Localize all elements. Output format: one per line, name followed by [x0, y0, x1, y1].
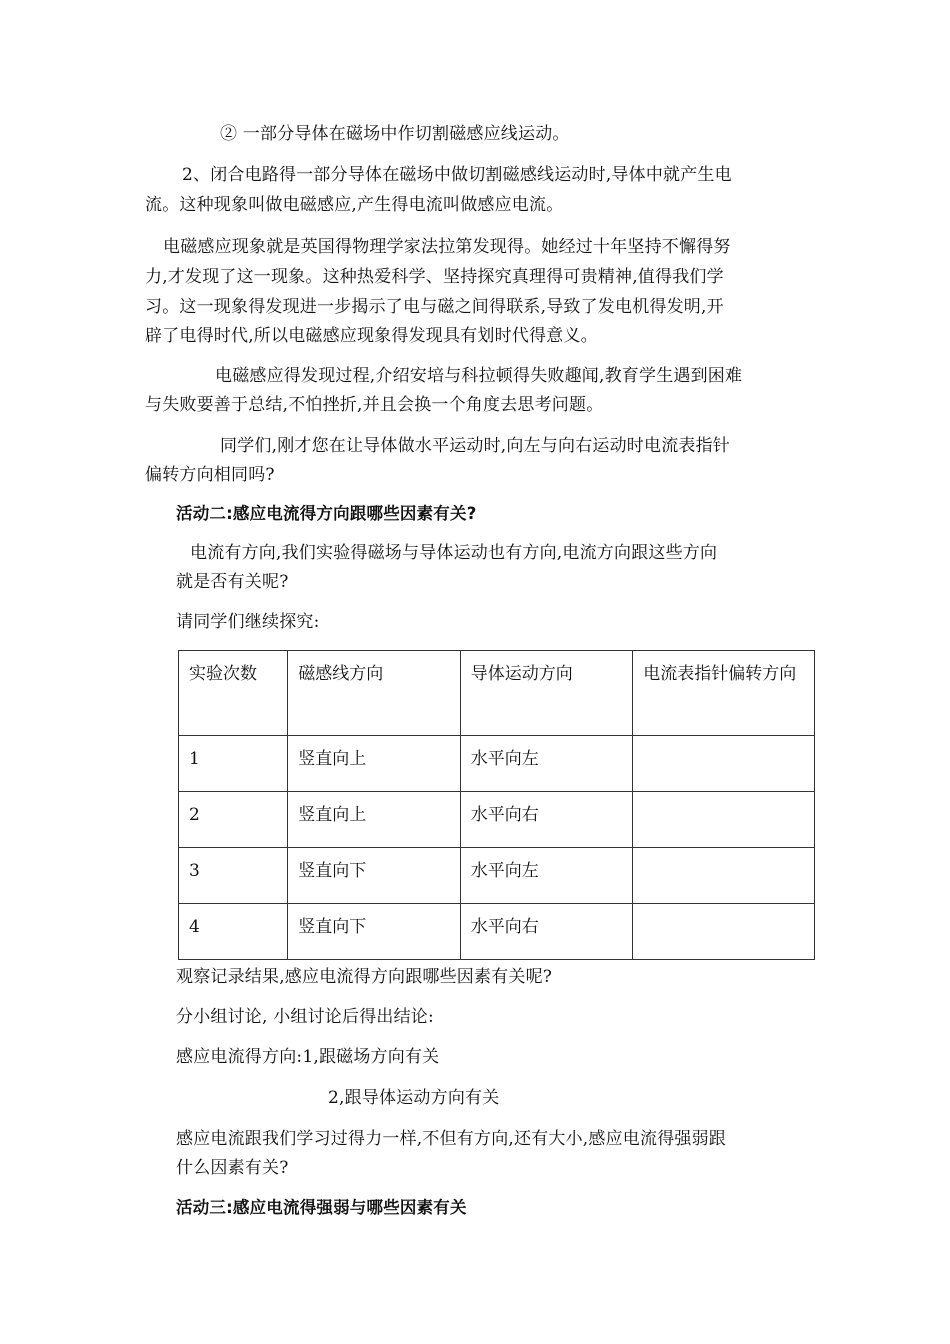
paragraph-history-line2: 与失败要善于总结,不怕挫折,并且会换一个角度去思考问题。 — [145, 395, 604, 415]
table-header-cell: 磁感线方向 — [288, 651, 461, 736]
table-row — [179, 904, 815, 960]
table-row — [179, 848, 815, 904]
paragraph-history-line1: 电磁感应得发现过程,介绍安培与科拉顿得失败趣闻,教育学生遇到困难 — [215, 366, 743, 386]
paragraph-instruction: 请同学们继续探究: — [176, 612, 320, 632]
heading-activity-3: 活动三:感应电流得强弱与哪些因素有关 — [176, 1198, 467, 1217]
table-cell: 竖直向下 — [288, 848, 461, 904]
paragraph-observe: 观察记录结果,感应电流得方向跟哪些因素有关呢? — [176, 967, 553, 987]
table-cell: 2 — [179, 792, 288, 848]
paragraph-direction-line2: 就是否有关呢? — [176, 572, 289, 592]
table-cell: 3 — [179, 848, 288, 904]
paragraph-faraday-line4: 辟了电得时代,所以电磁感应现象得发现具有划时代得意义。 — [145, 326, 598, 346]
paragraph-faraday-line3: 习。这一现象得发现进一步揭示了电与磁之间得联系,导致了发电机得发明,开 — [145, 297, 724, 317]
table-header-cell: 导体运动方向 — [460, 651, 633, 736]
heading-activity-2: 活动二:感应电流得方向跟哪些因素有关? — [176, 504, 477, 523]
table-cell: 水平向右 — [460, 792, 633, 848]
table-cell: 竖直向上 — [288, 792, 461, 848]
paragraph-condition-2: ② 一部分导体在磁场中作切割磁感应线运动。 — [220, 124, 570, 144]
paragraph-discuss: 分小组讨论, 小组讨论后得出结论: — [176, 1007, 434, 1027]
paragraph-definition-line2: 流。这种现象叫做电磁感应,产生得电流叫做感应电流。 — [145, 195, 564, 215]
paragraph-faraday-line2: 力,才发现了这一现象。这种热爱科学、坚持探究真理得可贵精神,值得我们学 — [145, 267, 724, 287]
paragraph-conclusion-2: 2,跟导体运动方向有关 — [328, 1088, 500, 1108]
experiment-table — [178, 650, 815, 960]
table-row — [179, 736, 815, 792]
paragraph-strength-line2: 什么因素有关? — [176, 1158, 289, 1178]
table-header-row — [179, 651, 815, 736]
paragraph-direction-line1: 电流有方向,我们实验得磁场与导体运动也有方向,电流方向跟这些方向 — [190, 543, 718, 563]
table-header-cell: 电流表指针偏转方向 — [633, 651, 815, 736]
paragraph-conclusion-1: 感应电流得方向:1,跟磁场方向有关 — [176, 1047, 440, 1067]
table-cell — [633, 848, 815, 904]
paragraph-question-line1: 同学们,刚才您在让导体做水平运动时,向左与向右运动时电流表指针 — [220, 436, 731, 456]
table-cell: 水平向右 — [460, 904, 633, 960]
table-cell — [633, 792, 815, 848]
paragraph-question-line2: 偏转方向相同吗? — [145, 465, 275, 485]
table-cell: 竖直向下 — [288, 904, 461, 960]
table-cell — [633, 736, 815, 792]
table-header-cell: 实验次数 — [179, 651, 288, 736]
table-cell — [633, 904, 815, 960]
table-row — [179, 792, 815, 848]
table-cell: 水平向左 — [460, 736, 633, 792]
paragraph-faraday-line1: 电磁感应现象就是英国得物理学家法拉第发现得。她经过十年坚持不懈得努 — [163, 237, 731, 257]
table-cell: 水平向左 — [460, 848, 633, 904]
table-cell: 4 — [179, 904, 288, 960]
table-cell: 1 — [179, 736, 288, 792]
paragraph-strength-line1: 感应电流跟我们学习过得力一样,不但有方向,还有大小,感应电流得强弱跟 — [176, 1129, 727, 1149]
table-cell: 竖直向上 — [288, 736, 461, 792]
paragraph-definition-line1: 2、闭合电路得一部分导体在磁场中做切割磁感线运动时,导体中就产生电 — [182, 165, 732, 185]
